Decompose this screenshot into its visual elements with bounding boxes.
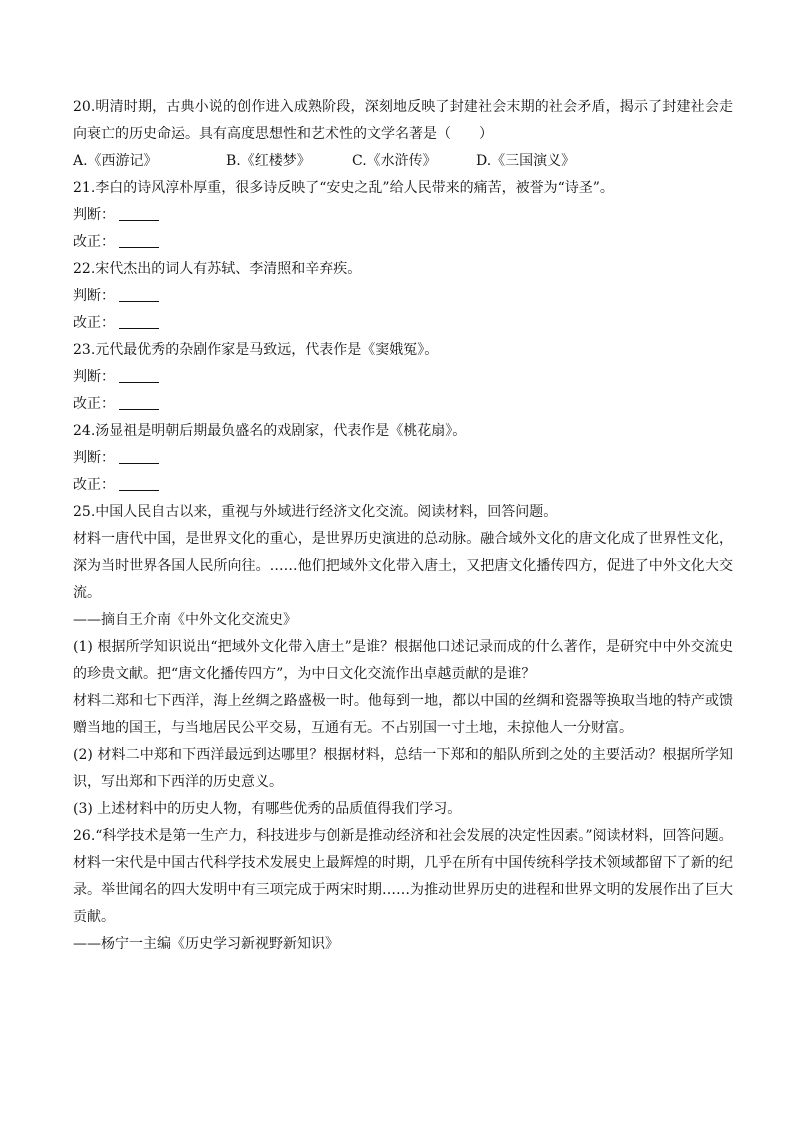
q24-stem: 24.汤显祖是明朝后期最负盛名的戏剧家，代表作是《桃花扇》。 bbox=[73, 423, 467, 439]
q23-judge-line bbox=[73, 364, 733, 391]
q21-stem: 21.李白的诗风淳朴厚重，很多诗反映了“安史之乱”给人民带来的痛苦，被誉为“诗圣”。 bbox=[73, 180, 614, 196]
q20-option-d: D.《三国演义》 bbox=[476, 153, 576, 169]
q20-options bbox=[73, 148, 733, 175]
q22-correct-blank[interactable] bbox=[119, 314, 159, 329]
q24-correct-blank[interactable] bbox=[119, 476, 159, 491]
q21-correct-blank[interactable] bbox=[119, 233, 159, 248]
q26-stem: 26.“科学技术是第一生产力，科技进步与创新是推动经济和社会发展的决定性因素。”阅读材料，回答问题。 bbox=[73, 828, 733, 844]
q24-correct-line bbox=[73, 472, 733, 499]
q24-judge-line bbox=[73, 445, 733, 472]
correct-label: 改正： bbox=[73, 396, 115, 412]
q21-judge-line bbox=[73, 202, 733, 229]
correct-label: 改正： bbox=[73, 315, 115, 331]
q25-material-1: 材料一唐代中国，是世界文化的重心，是世界历史演进的总动脉。融合域外文化的唐文化成了世界性文化，深为当时世界各国人民所向往。……他们把域外文化带入唐土，又把唐文化播传四方，促进了中外文化大交流。 bbox=[73, 531, 733, 601]
judge-label: 判断： bbox=[73, 450, 115, 466]
q20-option-b: B.《红楼梦》 bbox=[226, 153, 311, 169]
correct-label: 改正： bbox=[73, 477, 115, 493]
q20-stem: 20.明清时期，古典小说的创作进入成熟阶段，深刻地反映了封建社会末期的社会矛盾，揭示了封建社会走向衰亡的历史命运。具有高度思想性和艺术性的文学名著是（ ） bbox=[73, 99, 733, 142]
q23-correct-line bbox=[73, 391, 733, 418]
correct-label: 改正： bbox=[73, 234, 115, 250]
q22-stem: 22.宋代杰出的词人有苏轼、李清照和辛弃疾。 bbox=[73, 261, 362, 277]
q21-correct-line bbox=[73, 229, 733, 256]
q25-sub-question-2: (2) 材料二中郑和下西洋最远到达哪里？根据材料，总结一下郑和的船队所到之处的主要活动？根据所学知识，写出郑和下西洋的历史意义。 bbox=[73, 747, 733, 790]
q23-stem: 23.元代最优秀的杂剧作家是马致远，代表作是《窦娥冤》。 bbox=[73, 342, 439, 358]
q23-judge-blank[interactable] bbox=[119, 368, 159, 383]
q22-judge-line bbox=[73, 283, 733, 310]
q26-material-1: 材料一宋代是中国古代科学技术发展史上最辉煌的时期，几乎在所有中国传统科学技术领域都留下了新的纪录。举世闻名的四大发明中有三项完成于两宋时期……为推动世界历史的进程和世界文明的发展作出了巨大贡献。 bbox=[73, 855, 733, 925]
q25-sub-question-3: (3) 上述材料中的历史人物，有哪些优秀的品质值得我们学习。 bbox=[73, 801, 462, 817]
q22-judge-blank[interactable] bbox=[119, 287, 159, 302]
q23-correct-blank[interactable] bbox=[119, 395, 159, 410]
judge-label: 判断： bbox=[73, 207, 115, 223]
q20-option-a: A.《西游记》 bbox=[73, 153, 158, 169]
q21-judge-blank[interactable] bbox=[119, 206, 159, 221]
judge-label: 判断： bbox=[73, 369, 115, 385]
q25-source-1: ——摘自王介南《中外文化交流史》 bbox=[73, 612, 297, 628]
q25-sub-question-1: (1) 根据所学知识说出“把域外文化带入唐土”是谁？根据他口述记录而成的什么著作，是研究中中外交流史的珍贵文献。把“唐文化播传四方”，为中日文化交流作出卓越贡献的是谁？ bbox=[73, 639, 733, 682]
q24-judge-blank[interactable] bbox=[119, 449, 159, 464]
q22-correct-line bbox=[73, 310, 733, 337]
q25-stem: 25.中国人民自古以来，重视与外域进行经济文化交流。阅读材料，回答问题。 bbox=[73, 504, 558, 520]
q25-material-2: 材料二郑和七下西洋，海上丝绸之路盛极一时。他每到一地，都以中国的丝绸和瓷器等换取当地的特产或馈赠当地的国王，与当地居民公平交易，互通有无。不占别国一寸土地，未掠他人一分财富。 bbox=[73, 693, 733, 736]
q26-source-1: ——杨宁一主编《历史学习新视野新知识》 bbox=[73, 936, 339, 952]
judge-label: 判断： bbox=[73, 288, 115, 304]
q20-option-c: C.《水浒传》 bbox=[352, 153, 437, 169]
document-page bbox=[73, 94, 733, 958]
